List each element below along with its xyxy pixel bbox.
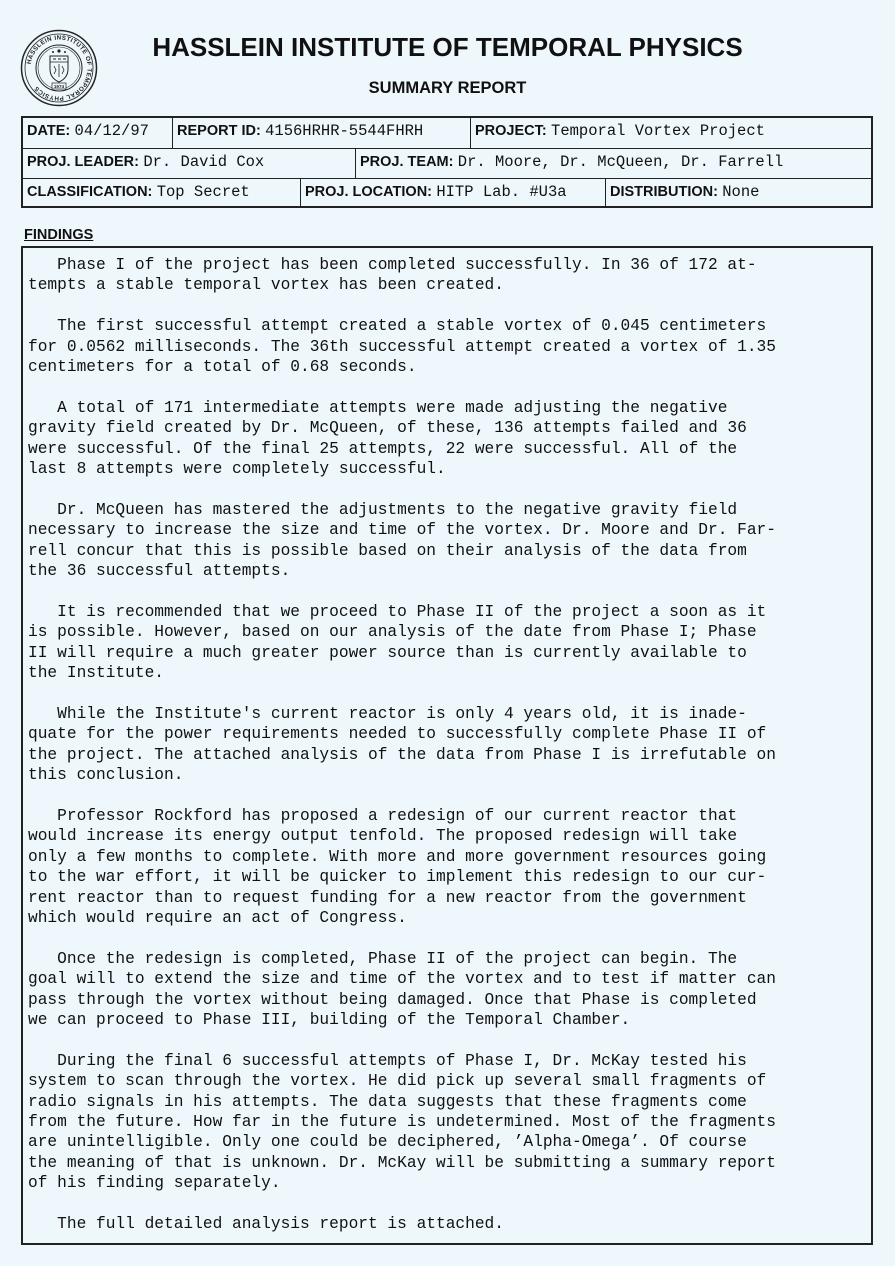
leader-label: PROJ. LEADER: — [27, 154, 139, 170]
report-title: HASSLEIN INSTITUTE OF TEMPORAL PHYSICS — [152, 32, 743, 62]
distribution-value: None — [722, 183, 760, 201]
findings-paragraph: The first successful attempt created a stable vortex of 0.045 centimeters for 0.0562 milliseconds. The 36th successful attempt created a vortex of 1.35 centimeters for a total of 0.68 seconds. — [28, 317, 776, 377]
date-label: DATE: — [27, 123, 71, 139]
findings-body — [21, 246, 873, 1245]
findings-paragraph: It is recommended that we proceed to Phase II of the project a soon as it is possible. However, based on our analysis of the date from Phase I; Phase II will require a much greater power source than is currently available to the Institute. — [28, 602, 767, 683]
metadata-row-1 — [23, 118, 871, 148]
leader-cell — [23, 149, 355, 178]
findings-paragraph: Dr. McQueen has mastered the adjustments to the negative gravity field necessary to increase the size and time of the vortex. Dr. Moore and Dr. Far- rell concur that this is possible based on their analysis of the data from the 36 successful attempts. — [28, 500, 776, 581]
findings-paragraph: While the Institute's current reactor is only 4 years old, it is inade- quate for the power requirements needed to successfully complete Phase II of the project. The attached analysis of the data from Phase I is irrefutable on this conclusion. — [28, 704, 776, 785]
team-cell — [355, 149, 871, 178]
findings-paragraph: Professor Rockford has proposed a redesign of our current reactor that would increase its energy output tenfold. The proposed redesign will take only a few months to complete. With more and more government resources going to the war effort, it will be quicker to implement this redesign to our cur- rent reactor than to request funding for a new reactor from the government which would require an act of Congress. — [28, 806, 767, 927]
date-cell — [23, 118, 172, 148]
report-id-value: 4156HRHR-5544FHRH — [265, 122, 424, 140]
seal-ring-text: HASSLEIN INSTITUTE OF TEMPORAL PHYSICS — [25, 34, 93, 102]
findings-paragraph: Phase I of the project has been completed successfully. In 36 of 172 at- tempts a stable temporal vortex has been created. — [28, 256, 757, 295]
project-label: PROJECT: — [475, 123, 547, 139]
location-value: HITP Lab. #U3a — [436, 183, 567, 201]
metadata-row-3 — [23, 178, 871, 208]
distribution-cell — [605, 179, 871, 208]
distribution-label: DISTRIBUTION: — [610, 184, 718, 200]
date-value: 04/12/97 — [74, 122, 149, 140]
leader-value: Dr. David Cox — [143, 153, 265, 171]
findings-paragraph: A total of 171 intermediate attempts were made adjusting the negative gravity field created by Dr. McQueen, of these, 136 attempts failed and 36 were successful. Of the final 25 attempts, 22 were successful. All of the last 8 attempts were completely successful. — [28, 398, 747, 479]
report-metadata-table — [21, 116, 873, 208]
report-id-label: REPORT ID: — [177, 123, 261, 139]
classification-cell — [23, 179, 300, 208]
report-subtitle: SUMMARY REPORT — [368, 79, 527, 97]
seal-year: 1974 — [53, 84, 65, 89]
metadata-row-2 — [23, 148, 871, 178]
classification-value: Top Secret — [156, 183, 250, 201]
location-cell — [300, 179, 605, 208]
findings-paragraph: During the final 6 successful attempts of Phase I, Dr. McKay tested his system to scan through the vortex. He did pick up several small fragments of radio signals in his attempts. The data suggests that these fragments come from the future. How far in the future is undetermined. Most of the fragments are unintelligible. Only one could be deciphered, ’Alpha-Omega’. Of course the meaning of that is unknown. Dr. McKay will be submitting a summary report of his finding separately. — [28, 1051, 776, 1193]
findings-heading: FINDINGS — [24, 227, 94, 243]
findings-paragraph: Once the redesign is completed, Phase II of the project can begin. The goal will to extend the size and time of the vortex and to test if matter can pass through the vortex without being damaged. Once that Phase is completed we can proceed to Phase III, building of the Temporal Chamber. — [28, 949, 776, 1029]
project-cell — [470, 118, 871, 148]
team-value: Dr. Moore, Dr. McQueen, Dr. Farrell — [457, 153, 784, 171]
findings-paragraph: The full detailed analysis report is attached. — [28, 1214, 504, 1233]
location-label: PROJ. LOCATION: — [305, 184, 433, 200]
team-label: PROJ. TEAM: — [360, 154, 454, 170]
project-value: Temporal Vortex Project — [551, 122, 765, 140]
classification-label: CLASSIFICATION: — [27, 184, 153, 200]
report-id-cell — [172, 118, 470, 148]
